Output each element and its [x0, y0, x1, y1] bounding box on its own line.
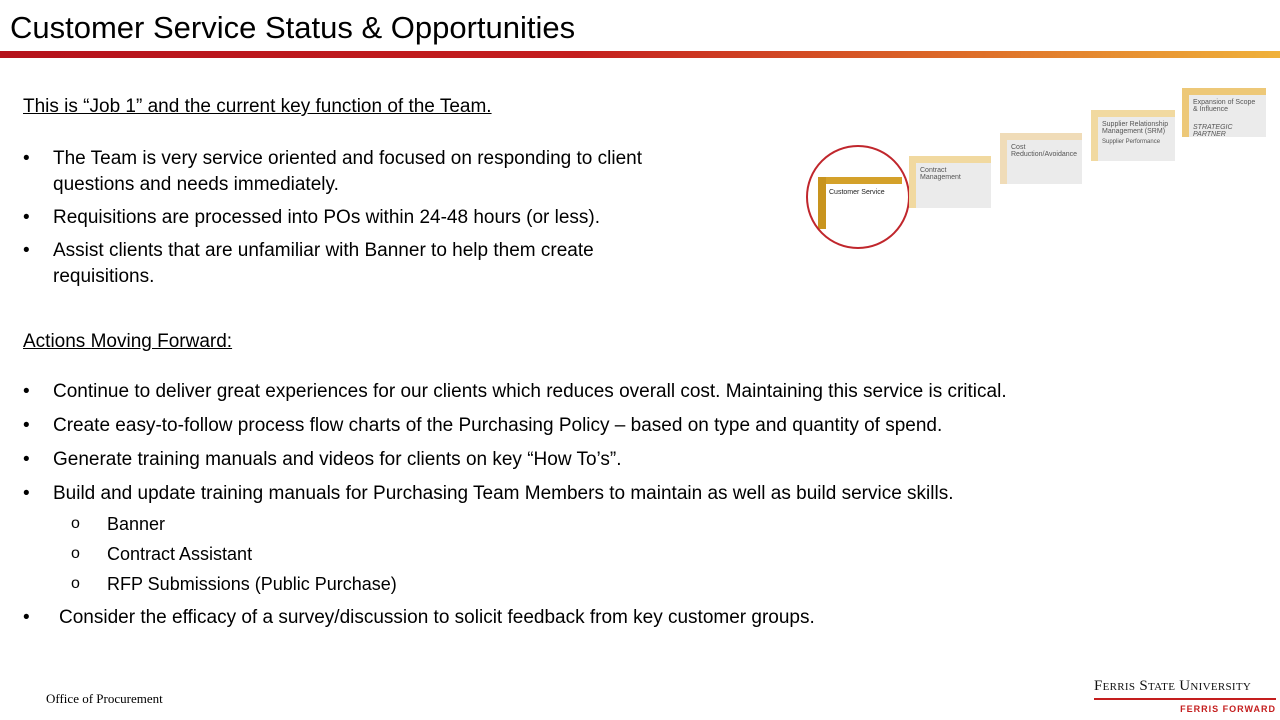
bullet-glyph: •: [23, 483, 30, 504]
logo-tagline: FERRIS FORWARD: [1180, 704, 1276, 714]
bullet-glyph: •: [23, 381, 30, 402]
bullet-glyph: •: [23, 240, 30, 261]
bullet-text: Create easy-to-follow process flow charts of the Purchasing Policy – based on type and quantity of spend.: [53, 415, 943, 436]
bullet-text: Continue to deliver great experiences for our clients which reduces overall cost. Maintaining this service is critical.: [53, 381, 1007, 402]
step-sublabel: Supplier Performance: [1102, 139, 1161, 145]
intro-heading: This is “Job 1” and the current key function of the Team.: [23, 96, 492, 117]
bullet-text: Requisitions are processed into POs within 24-48 hours (or less).: [53, 207, 601, 228]
bullet-text: Consider the efficacy of a survey/discussion to solicit feedback from key customer groups.: [59, 607, 815, 628]
footer-department: Office of Procurement: [46, 691, 163, 706]
slide-title: Customer Service Status & Opportunities: [10, 10, 576, 45]
stair-step-customer-service: [818, 177, 902, 229]
bullet-glyph: •: [23, 207, 30, 228]
step-label: Management (SRM): [1102, 128, 1166, 135]
step-label: & Influence: [1193, 106, 1229, 113]
bullet-glyph: •: [23, 415, 30, 436]
step-sublabel: STRATEGIC: [1193, 124, 1233, 131]
stair-step-contract-management: [909, 156, 991, 208]
action-bullet-3: [23, 447, 1223, 473]
actions-heading: Actions Moving Forward:: [23, 331, 233, 352]
sub-bullet-contract-assistant: [71, 539, 397, 569]
intro-bullet-3: [23, 238, 698, 290]
sub-bullet-glyph: o: [71, 545, 80, 562]
intro-bullet-2: [23, 205, 723, 231]
sub-bullet-banner: [71, 509, 397, 539]
sub-bullet-text: Banner: [107, 514, 166, 534]
bullet-glyph: •: [23, 148, 30, 169]
bullet-text: Assist clients that are unfamiliar with Banner to help them create requisitions.: [53, 240, 594, 287]
step-label: Management: [920, 174, 961, 181]
logo-rule: [1094, 698, 1276, 700]
bullet-glyph: •: [23, 607, 30, 628]
intro-bullet-list: [23, 146, 723, 290]
step-sublabel: PARTNER: [1193, 131, 1226, 138]
stair-step-expansion: [1182, 88, 1266, 138]
title-accent-bar: [0, 51, 1280, 58]
intro-bullet-1: [23, 146, 723, 198]
sub-bullet-glyph: o: [71, 515, 80, 532]
university-logo: [1094, 678, 1276, 714]
step-label: Cost: [1011, 144, 1026, 151]
action-bullet-2: [23, 413, 1223, 439]
logo-wordmark: Ferris State University: [1094, 678, 1252, 694]
step-label: Customer Service: [829, 189, 885, 196]
step-label: Expansion of Scope: [1193, 99, 1256, 106]
action-bullet-4: [23, 481, 1223, 507]
bullet-text: Build and update training manuals for Purchasing Team Members to maintain as well as build service skills.: [53, 483, 954, 504]
sub-bullet-glyph: o: [71, 575, 80, 592]
step-label: Contract: [920, 167, 947, 174]
final-bullet: [23, 605, 1223, 631]
staircase-diagram: [800, 84, 1272, 250]
sub-bullet-rfp: [71, 569, 397, 599]
sub-bullet-list: [71, 509, 397, 599]
step-label: Reduction/Avoidance: [1011, 151, 1078, 158]
step-label: Supplier Relationship: [1102, 121, 1169, 128]
bullet-glyph: •: [23, 449, 30, 470]
bullet-text: The Team is very service oriented and focused on responding to client questions and needs immediately.: [53, 148, 642, 195]
stair-step-srm: [1091, 110, 1175, 161]
action-bullet-1: [23, 379, 1223, 405]
sub-bullet-text: RFP Submissions (Public Purchase): [107, 574, 397, 594]
action-bullet-list: [23, 379, 1223, 507]
stair-step-cost-reduction: [1000, 133, 1082, 184]
sub-bullet-text: Contract Assistant: [107, 544, 253, 564]
final-bullet-list: [23, 605, 1223, 631]
bullet-text: Generate training manuals and videos for clients on key “How To’s”.: [53, 449, 622, 470]
